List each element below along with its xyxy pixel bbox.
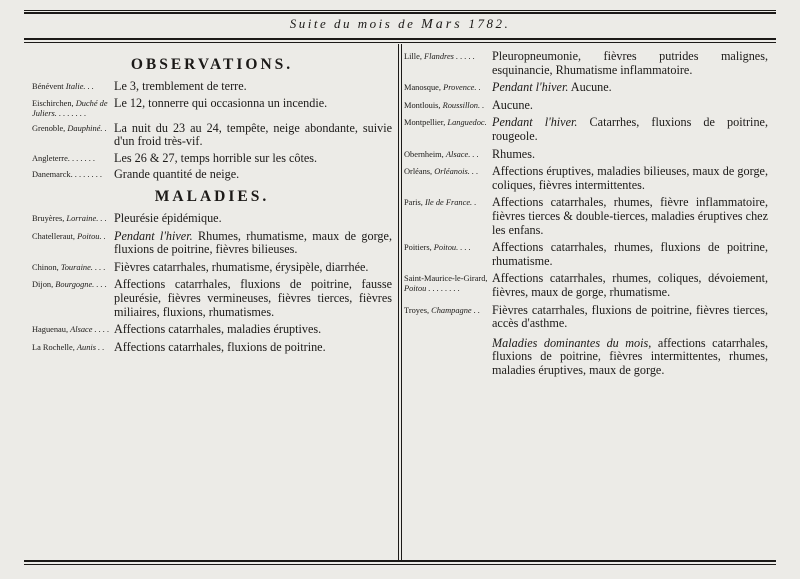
place-name: Montlouis, <box>404 100 441 110</box>
place-region: Languedoc. <box>447 118 487 128</box>
place-name: Manosque, <box>404 83 441 93</box>
place-name: Obernheim, <box>404 149 444 159</box>
place-name: Saint-Maurice-le-Girard, <box>404 274 488 284</box>
entry-body: Aucune. <box>568 80 612 95</box>
maladies-heading: MALADIES. <box>154 187 270 205</box>
entry-text <box>114 212 392 226</box>
left-column <box>32 56 392 354</box>
place-name: La Rochelle, <box>32 342 75 352</box>
place-region-line2: Poitou . . . . . . . . <box>404 284 460 294</box>
place-name: Poitiers, <box>404 243 432 253</box>
entry-text <box>492 165 768 192</box>
head-rule-thin <box>24 42 776 43</box>
entry-text <box>114 230 392 257</box>
entry-body: Affections catarrhales, rhumes, fièvre inflammatoire, fièvres tierces & double-tierces, maladies éruptives chez les enfans. <box>492 195 768 237</box>
entry-body: Pleuropneumonie, fièvres putrides malignes, esquinancie, Rhumatisme inflammatoire. <box>492 49 768 77</box>
entry-text <box>114 261 392 275</box>
entry-body: Rhumes. <box>492 146 535 161</box>
place-region: Bourgogne. . . . <box>55 280 107 290</box>
entry-place <box>32 122 114 134</box>
list-item <box>32 230 392 257</box>
entry-text <box>492 50 768 77</box>
entry-place <box>404 304 492 316</box>
place-name: Orléans, <box>404 167 433 177</box>
entry-text <box>492 99 768 113</box>
place-region-line2: Juliers. . . . . . . . <box>32 108 87 118</box>
place-name: Paris, <box>404 198 423 208</box>
entry-body: Catarrhes, fluxions de poitrine, rougeole. <box>492 115 768 143</box>
top-rule-thick <box>24 12 776 14</box>
place-name: Angleterre. . . . . . . <box>32 153 96 163</box>
entry-text: Le 12, tonnerre qui occasionna un incendie. <box>114 95 328 110</box>
place-name: Bénévent <box>32 82 64 91</box>
entry-place <box>32 323 114 335</box>
list-item <box>404 241 768 268</box>
list-item <box>404 304 768 331</box>
place-region: Poitou. . . . <box>433 243 471 253</box>
entry-place <box>404 50 492 62</box>
entry-text <box>492 241 768 268</box>
entry-lead: Pendant l'hiver. <box>492 115 578 130</box>
entry-text <box>114 278 392 319</box>
bottom-rule-thin <box>24 564 776 565</box>
running-head-year: 1782. <box>468 16 511 31</box>
entry-place <box>404 148 492 160</box>
entry-body: Affections catarrhales, rhumes, fluxions de poitrine, rhumatisme. <box>492 240 768 268</box>
place-name: Haguenau, <box>32 325 69 335</box>
list-item <box>32 152 392 166</box>
entry-place <box>32 152 114 164</box>
entry-place <box>404 99 492 111</box>
place-region: Provence. . <box>443 83 481 93</box>
place-name: Chinon, <box>32 262 59 272</box>
entry-body: Affections catarrhales, rhumes, coliques, dévoiement, fièvres, maux de gorge, rhumatisme. <box>492 271 768 299</box>
entry-text: La nuit du 23 au 24, tempête, neige abondante, suivie d'un froid très-vif. <box>114 120 392 149</box>
place-name: Lille, <box>404 52 422 61</box>
entry-text: Les 26 & 27, temps horrible sur les côtes. <box>114 150 318 165</box>
observations-heading: OBSERVATIONS. <box>130 56 294 73</box>
summary-lead: Maladies dominantes du mois, <box>492 335 652 350</box>
list-item <box>32 341 392 355</box>
place-region: Alsace. . . <box>445 149 479 159</box>
entry-body: Pleurésie épidémique. <box>114 210 222 225</box>
list-item <box>404 81 768 95</box>
entry-place <box>404 272 492 294</box>
right-column <box>404 50 768 377</box>
entry-text: Le 3, tremblement de terre. <box>114 79 247 93</box>
place-name: Danemarck. . . . . . . . <box>32 170 103 180</box>
entry-body: Affections catarrhales, maladies éruptives. <box>114 322 322 337</box>
list-item <box>32 212 392 226</box>
running-head-lead: Suite du mois de <box>289 16 416 31</box>
list-item <box>32 278 392 319</box>
place-region: Italie. . . <box>65 82 94 91</box>
entry-body: Affections catarrhales, fluxions de poitrine. <box>114 339 326 354</box>
summary-text <box>492 337 768 378</box>
entry-body: Aucune. <box>492 97 533 112</box>
entry-place <box>404 241 492 253</box>
top-rule-thin <box>24 10 776 11</box>
column-divider-right <box>401 44 402 560</box>
entry-place <box>32 168 114 180</box>
place-region: Orléanois. . . <box>434 167 479 177</box>
entry-place <box>404 81 492 93</box>
list-item <box>404 272 768 299</box>
place-name: Bruyères, <box>32 213 65 223</box>
entry-lead: Pendant l'hiver. <box>492 80 569 95</box>
entry-text <box>492 148 768 162</box>
place-region: Aunis . . <box>76 342 105 352</box>
list-item <box>404 50 768 77</box>
summary-paragraph <box>404 337 768 378</box>
place-name: Dijon, <box>32 280 54 290</box>
list-item <box>32 323 392 337</box>
list-item <box>32 168 392 182</box>
list-item <box>404 196 768 237</box>
entry-body: Fièvres catarrhales, fluxions de poitrine, fièvres tierces, accès d'asthme. <box>492 302 768 331</box>
place-name: Grenoble, <box>32 123 66 133</box>
list-item <box>404 148 768 162</box>
bottom-rule-thick <box>24 560 776 562</box>
entry-text <box>114 341 392 355</box>
entry-text: Grande quantité de neige. <box>114 167 240 182</box>
entry-body: Rhumes, rhumatisme, maux de gorge, fluxions de poitrine, fièvres bilieuses. <box>114 228 392 257</box>
column-divider-left <box>398 44 399 560</box>
list-item <box>32 97 392 119</box>
entry-body: Fièvres catarrhales, rhumatisme, érysipèle, diarrhée. <box>114 259 369 274</box>
place-region: Roussillon. . <box>442 100 485 110</box>
running-head-month: Mars <box>421 17 463 32</box>
entry-text <box>492 304 768 331</box>
entry-place <box>404 196 492 208</box>
list-item <box>32 261 392 275</box>
place-name: Montpellier, <box>404 118 446 128</box>
entry-place <box>404 116 492 128</box>
place-region: Dauphiné. . <box>67 123 107 133</box>
entry-place <box>32 97 114 119</box>
head-rule-thick <box>24 38 776 40</box>
list-item <box>404 116 768 143</box>
summary-body: affections catarrhales, fluxions de poitrine, fièvres intermittentes, rhumes, maladies éruptives, maux de gorge. <box>492 335 769 377</box>
entry-text <box>492 272 768 299</box>
entry-place <box>32 341 114 353</box>
place-region: Champagne . . <box>431 305 481 315</box>
place-region: Lorraine. . . <box>66 213 107 223</box>
place-region: Ile de France. . <box>424 198 477 208</box>
entry-body: Affections éruptives, maladies bilieuses, maux de gorge, coliques, fièvres intermittentes. <box>492 164 768 192</box>
entry-body: Affections catarrhales, fluxions de poitrine, fausse pleurésie, fièvres vermineuses, fièvres tierces, fièvres miliaires, fluxions, rhumatismes. <box>114 277 392 319</box>
place-region: Duché de <box>75 98 108 108</box>
running-head <box>0 16 800 33</box>
entry-place <box>32 278 114 290</box>
entry-place <box>32 261 114 273</box>
list-item <box>32 80 392 94</box>
entry-text <box>492 81 768 95</box>
entry-text <box>492 116 768 143</box>
place-name: Eischirchen, <box>32 98 74 108</box>
entry-text <box>492 196 768 237</box>
entry-place <box>32 230 114 242</box>
place-region: Flandres . . . . . <box>424 52 475 61</box>
summary-indent <box>404 337 492 339</box>
place-region: Poitou. . <box>77 231 106 241</box>
entry-place <box>32 212 114 224</box>
place-name: Chatelleraut, <box>32 231 76 241</box>
list-item <box>404 165 768 192</box>
list-item <box>404 99 768 113</box>
entry-place <box>404 165 492 177</box>
entry-place <box>32 80 114 92</box>
entry-text <box>114 323 392 337</box>
place-name: Troyes, <box>404 305 430 315</box>
entry-lead: Pendant l'hiver. <box>114 228 193 243</box>
place-region: Alsace . . . . <box>70 325 110 335</box>
place-region: Touraine. . . . <box>60 262 106 272</box>
list-item <box>32 122 392 149</box>
